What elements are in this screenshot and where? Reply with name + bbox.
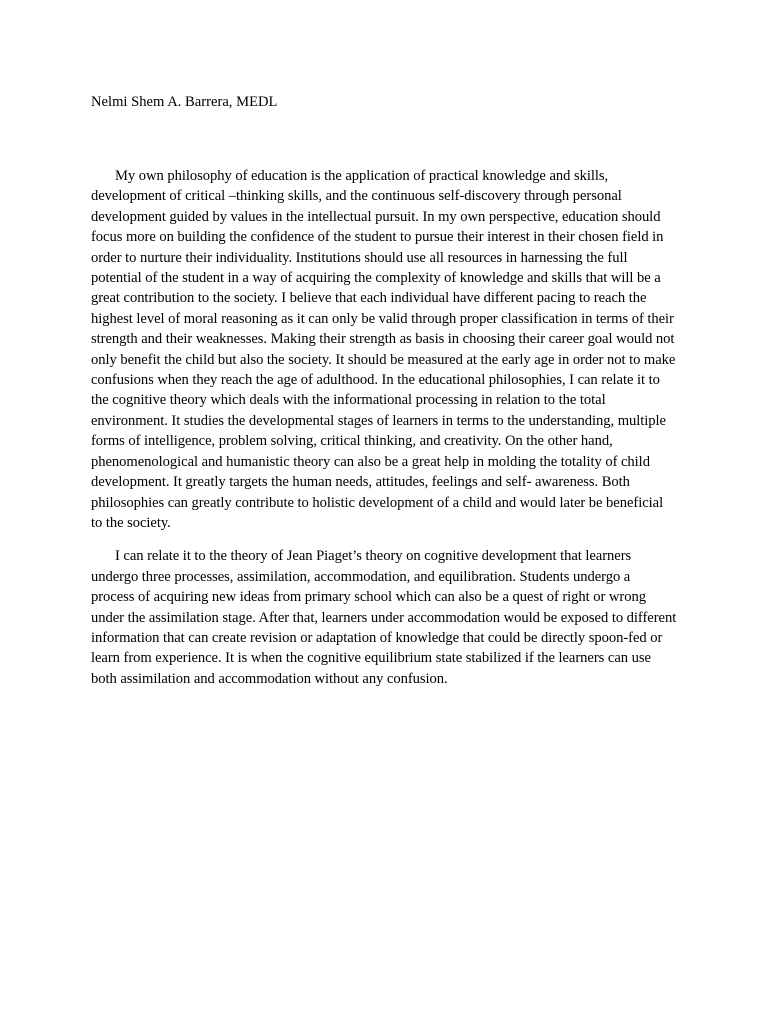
paragraph-piaget: I can relate it to the theory of Jean Piaget’s theory on cognitive development that learners undergo three processes, assimilation, accommodation, and equilibration. Students undergo a process of acquiring new ideas from primary school which can also be a quest of right or wrong under the assimilation stage. After that, learners under accommodation would be exposed to different information that can create revision or adaptation of knowledge that could be directly spoon-fed or learn from experience. It is when the cognitive equilibrium state stabilized if the learners can use both assimilation and accommodation without any confusion. xyxy=(91,548,677,687)
paragraph-philosophy: My own philosophy of education is the application of practical knowledge and skills, development of critical –thinking skills, and the continuous self-discovery through personal development guided by values in the intellectual pursuit. In my own perspective, education should focus more on building the confidence of the student to pursue their interest in their chosen field in order to nurture their individuality. Institutions should use all resources in harnessing the full potential of the student in a way of acquiring the complexity of knowledge and skills that will be a great contribution to the society. I believe that each individual have different pacing to reach the highest level of moral reasoning as it can only be valid through proper classification in terms of their strength and their weaknesses. Making their strength as basis in choosing their career goal would not only benefit the child but also the society. It should be measured at the early age in order not to make confusions when they reach the age of adulthood. In the educational philosophies, I can relate it to the cognitive theory which deals with the informational processing in relation to the total environment. It studies the developmental stages of learners in terms to the understanding, multiple forms of intelligence, problem solving, critical thinking, and creativity. On the other hand, phenomenological and humanistic theory can also be a great help in molding the totality of child development. It greatly targets the human needs, attitudes, feelings and self- awareness. Both philosophies can greatly contribute to holistic development of a child and would later be beneficial to the society. xyxy=(91,168,676,531)
author-name: Nelmi Shem A. Barrera, MEDL xyxy=(91,94,278,110)
document-body xyxy=(91,166,677,702)
